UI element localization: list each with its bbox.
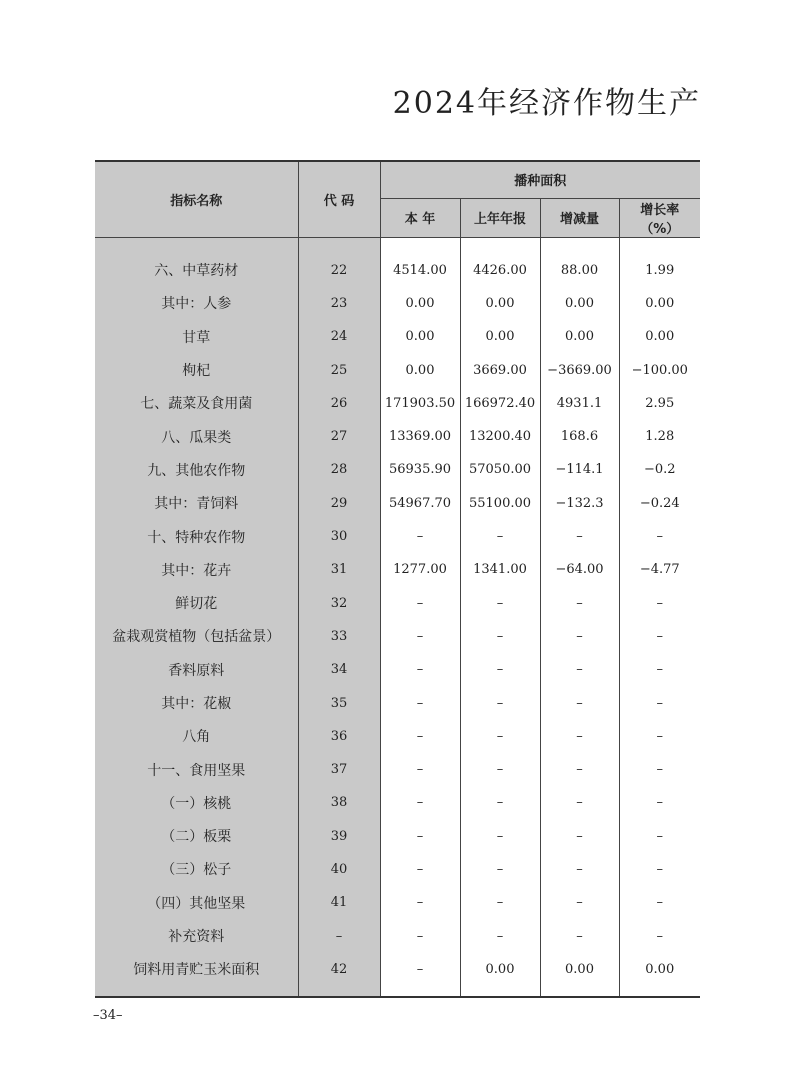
- table-row: [95, 520, 700, 553]
- row-growth-rate-cell: 1.99: [619, 237, 700, 287]
- row-code-cell: 24: [298, 320, 380, 353]
- row-growth-rate-cell: –: [619, 620, 700, 653]
- row-name-cell: 盆栽观赏植物（包括盆景）: [95, 620, 298, 653]
- row-growth-rate-cell: 0.00: [619, 287, 700, 320]
- row-name-cell: 九、其他农作物: [95, 453, 298, 486]
- row-growth-rate-cell: –: [619, 786, 700, 819]
- row-last-year-cell: 0.00: [460, 287, 540, 320]
- row-last-year-cell: 13200.40: [460, 420, 540, 453]
- row-name-cell: 香料原料: [95, 653, 298, 686]
- table-row: [95, 320, 700, 353]
- row-growth-rate-cell: –: [619, 520, 700, 553]
- row-name-cell: 饲料用青贮玉米面积: [95, 953, 298, 997]
- row-change-cell: –: [540, 586, 619, 619]
- row-current-year-cell: –: [380, 786, 460, 819]
- header-change: 增减量: [540, 198, 619, 237]
- table-header: [95, 161, 700, 237]
- row-change-cell: –: [540, 919, 619, 952]
- row-code-cell: 37: [298, 753, 380, 786]
- row-code-cell: 40: [298, 853, 380, 886]
- row-growth-rate-cell: –: [619, 720, 700, 753]
- row-current-year-cell: –: [380, 653, 460, 686]
- row-current-year-cell: –: [380, 853, 460, 886]
- row-current-year-cell: 56935.90: [380, 453, 460, 486]
- row-change-cell: 0.00: [540, 287, 619, 320]
- row-last-year-cell: –: [460, 520, 540, 553]
- row-last-year-cell: 55100.00: [460, 487, 540, 520]
- row-growth-rate-cell: 1.28: [619, 420, 700, 453]
- table-row: [95, 487, 700, 520]
- row-current-year-cell: –: [380, 686, 460, 719]
- header-indicator-name: 指标名称: [95, 161, 298, 237]
- row-growth-rate-cell: 0.00: [619, 320, 700, 353]
- table-row: [95, 919, 700, 952]
- row-name-cell: （一）核桃: [95, 786, 298, 819]
- row-last-year-cell: 3669.00: [460, 353, 540, 386]
- row-name-cell: 其中：花卉: [95, 553, 298, 586]
- row-current-year-cell: 0.00: [380, 320, 460, 353]
- row-name-cell: 枸杞: [95, 353, 298, 386]
- table-row: [95, 586, 700, 619]
- table-row: [95, 820, 700, 853]
- crop-area-table: [95, 160, 700, 998]
- row-name-cell: 六、中草药材: [95, 237, 298, 287]
- table-row: [95, 387, 700, 420]
- row-last-year-cell: –: [460, 820, 540, 853]
- row-growth-rate-cell: −0.2: [619, 453, 700, 486]
- row-change-cell: –: [540, 820, 619, 853]
- row-name-cell: （二）板栗: [95, 820, 298, 853]
- header-sown-area: 播种面积: [380, 161, 700, 198]
- row-last-year-cell: –: [460, 686, 540, 719]
- row-current-year-cell: –: [380, 919, 460, 952]
- row-last-year-cell: 0.00: [460, 320, 540, 353]
- row-name-cell: 甘草: [95, 320, 298, 353]
- table-row: [95, 720, 700, 753]
- row-growth-rate-cell: –: [619, 820, 700, 853]
- row-current-year-cell: –: [380, 753, 460, 786]
- row-change-cell: –: [540, 786, 619, 819]
- row-current-year-cell: –: [380, 586, 460, 619]
- row-growth-rate-cell: –: [619, 753, 700, 786]
- row-name-cell: 八、瓜果类: [95, 420, 298, 453]
- row-change-cell: 4931.1: [540, 387, 619, 420]
- row-change-cell: –: [540, 853, 619, 886]
- row-name-cell: 其中：花椒: [95, 686, 298, 719]
- row-code-cell: 34: [298, 653, 380, 686]
- row-last-year-cell: 4426.00: [460, 237, 540, 287]
- row-change-cell: −114.1: [540, 453, 619, 486]
- row-change-cell: 0.00: [540, 320, 619, 353]
- row-current-year-cell: –: [380, 820, 460, 853]
- row-last-year-cell: 1341.00: [460, 553, 540, 586]
- table-row: [95, 453, 700, 486]
- row-change-cell: −64.00: [540, 553, 619, 586]
- row-current-year-cell: 0.00: [380, 287, 460, 320]
- header-growth-rate-line1: 增长率: [640, 202, 680, 218]
- row-current-year-cell: –: [380, 520, 460, 553]
- row-name-cell: 十、特种农作物: [95, 520, 298, 553]
- row-last-year-cell: –: [460, 753, 540, 786]
- row-code-cell: 41: [298, 886, 380, 919]
- row-growth-rate-cell: −0.24: [619, 487, 700, 520]
- row-growth-rate-cell: –: [619, 886, 700, 919]
- table-body: [95, 237, 700, 997]
- row-name-cell: 其中：青饲料: [95, 487, 298, 520]
- row-code-cell: 30: [298, 520, 380, 553]
- table-row: [95, 553, 700, 586]
- row-name-cell: 补充资料: [95, 919, 298, 952]
- row-growth-rate-cell: –: [619, 653, 700, 686]
- row-name-cell: （四）其他坚果: [95, 886, 298, 919]
- table-row: [95, 953, 700, 997]
- row-code-cell: 22: [298, 237, 380, 287]
- row-growth-rate-cell: –: [619, 586, 700, 619]
- row-last-year-cell: –: [460, 620, 540, 653]
- table-row: [95, 237, 700, 287]
- row-name-cell: 七、蔬菜及食用菌: [95, 387, 298, 420]
- row-current-year-cell: 13369.00: [380, 420, 460, 453]
- row-name-cell: 十一、食用坚果: [95, 753, 298, 786]
- header-growth-rate-line2: （%）: [640, 221, 680, 237]
- table-row: [95, 686, 700, 719]
- row-last-year-cell: –: [460, 653, 540, 686]
- row-change-cell: 88.00: [540, 237, 619, 287]
- row-current-year-cell: 4514.00: [380, 237, 460, 287]
- row-change-cell: –: [540, 520, 619, 553]
- table-row: [95, 653, 700, 686]
- row-code-cell: 29: [298, 487, 380, 520]
- row-name-cell: 其中：人参: [95, 287, 298, 320]
- row-name-cell: 八角: [95, 720, 298, 753]
- row-current-year-cell: –: [380, 620, 460, 653]
- header-growth-rate: [619, 198, 700, 237]
- row-code-cell: 33: [298, 620, 380, 653]
- header-current-year: 本 年: [380, 198, 460, 237]
- row-current-year-cell: 1277.00: [380, 553, 460, 586]
- row-current-year-cell: 171903.50: [380, 387, 460, 420]
- row-current-year-cell: –: [380, 720, 460, 753]
- row-growth-rate-cell: –: [619, 686, 700, 719]
- row-code-cell: 23: [298, 287, 380, 320]
- row-code-cell: 42: [298, 953, 380, 997]
- row-change-cell: –: [540, 653, 619, 686]
- row-change-cell: –: [540, 886, 619, 919]
- table-row: [95, 620, 700, 653]
- row-change-cell: –: [540, 620, 619, 653]
- row-growth-rate-cell: −100.00: [619, 353, 700, 386]
- row-name-cell: （三）松子: [95, 853, 298, 886]
- row-growth-rate-cell: –: [619, 919, 700, 952]
- row-change-cell: –: [540, 720, 619, 753]
- row-change-cell: 0.00: [540, 953, 619, 997]
- row-last-year-cell: 57050.00: [460, 453, 540, 486]
- row-code-cell: 36: [298, 720, 380, 753]
- row-last-year-cell: –: [460, 919, 540, 952]
- row-change-cell: –: [540, 686, 619, 719]
- row-growth-rate-cell: –: [619, 853, 700, 886]
- row-code-cell: 31: [298, 553, 380, 586]
- row-growth-rate-cell: −4.77: [619, 553, 700, 586]
- row-change-cell: −132.3: [540, 487, 619, 520]
- table-row: [95, 886, 700, 919]
- row-code-cell: 25: [298, 353, 380, 386]
- row-code-cell: 27: [298, 420, 380, 453]
- row-code-cell: 28: [298, 453, 380, 486]
- page-title: 2024年经济作物生产: [392, 86, 701, 121]
- row-current-year-cell: 54967.70: [380, 487, 460, 520]
- table-row: [95, 786, 700, 819]
- row-last-year-cell: 0.00: [460, 953, 540, 997]
- table-row: [95, 753, 700, 786]
- row-last-year-cell: –: [460, 586, 540, 619]
- row-code-cell: 26: [298, 387, 380, 420]
- row-last-year-cell: –: [460, 886, 540, 919]
- row-change-cell: 168.6: [540, 420, 619, 453]
- row-change-cell: −3669.00: [540, 353, 619, 386]
- row-last-year-cell: –: [460, 720, 540, 753]
- row-current-year-cell: 0.00: [380, 353, 460, 386]
- header-last-year: 上年年报: [460, 198, 540, 237]
- table-row: [95, 353, 700, 386]
- row-last-year-cell: 166972.40: [460, 387, 540, 420]
- row-code-cell: 32: [298, 586, 380, 619]
- row-code-cell: 35: [298, 686, 380, 719]
- row-last-year-cell: –: [460, 853, 540, 886]
- page-number: –34–: [93, 1008, 123, 1023]
- table-row: [95, 287, 700, 320]
- row-growth-rate-cell: 0.00: [619, 953, 700, 997]
- table-row: [95, 420, 700, 453]
- row-name-cell: 鲜切花: [95, 586, 298, 619]
- row-current-year-cell: –: [380, 886, 460, 919]
- row-code-cell: –: [298, 919, 380, 952]
- row-current-year-cell: –: [380, 953, 460, 997]
- row-code-cell: 38: [298, 786, 380, 819]
- row-change-cell: –: [540, 753, 619, 786]
- row-growth-rate-cell: 2.95: [619, 387, 700, 420]
- row-last-year-cell: –: [460, 786, 540, 819]
- row-code-cell: 39: [298, 820, 380, 853]
- table-row: [95, 853, 700, 886]
- header-code: 代 码: [298, 161, 380, 237]
